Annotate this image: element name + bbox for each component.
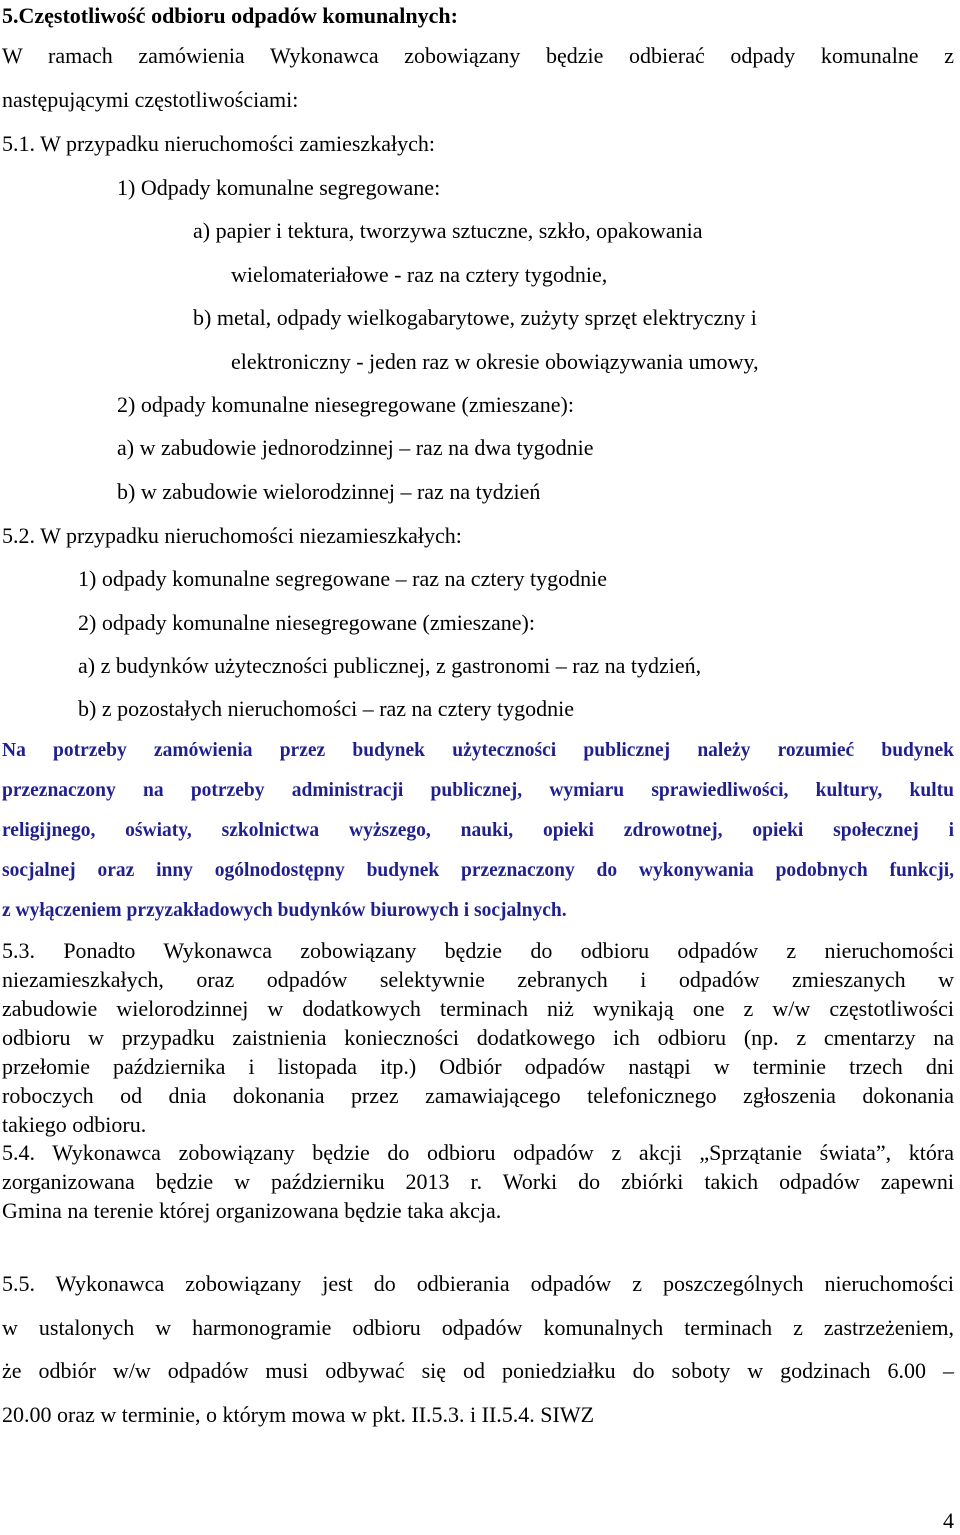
segregated-item-a-line2: wielomateriałowe - raz na cztery tygodnie, (231, 262, 608, 287)
s52-item-a: a) z budynków użyteczności publicznej, z gastronomi – raz na tydzień, (78, 653, 702, 678)
s53-line-3: zabudowie wielorodzinnej w dodatkowych terminach niż wynikają one z w/w częstotliwości (2, 996, 954, 1021)
s54-line-3: Gmina na terenie której organizowana będzie taka akcja. (2, 1198, 502, 1223)
s55-line-1: 5.5. Wykonawca zobowiązany jest do odbierania odpadów z poszczególnych nieruchomości (2, 1271, 954, 1296)
note-line-1: Na potrzeby zamówienia przez budynek użyteczności publicznej należy rozumieć budynek (2, 740, 954, 761)
s52-item-2: 2) odpady komunalne niesegregowane (zmieszane): (78, 610, 535, 635)
note-line-5: z wyłączeniem przyzakładowych budynków biurowych i socjalnych. (2, 900, 567, 921)
s52-item-b: b) z pozostałych nieruchomości – raz na cztery tygodnie (78, 696, 575, 721)
section-heading: 5.Częstotliwość odbioru odpadów komunalnych: (2, 3, 458, 28)
s55-line-3: że odbiór w/w odpadów musi odbywać się od poniedziałku do soboty w godzinach 6.00 – (2, 1358, 954, 1383)
s54-line-1: 5.4. Wykonawca zobowiązany będzie do odbioru odpadów z akcji „Sprzątanie świata”, która (2, 1140, 954, 1165)
segregated-title: 1) Odpady komunalne segregowane: (117, 175, 441, 200)
segregated-item-a-line1: a) papier i tektura, tworzywa sztuczne, szkło, opakowania (193, 218, 703, 243)
s53-line-1: 5.3. Ponadto Wykonawca zobowiązany będzie do odbioru odpadów z nieruchomości (2, 938, 954, 963)
s53-line-2: niezamieszkałych, oraz odpadów selektywnie zebranych i odpadów zmieszanych w (2, 967, 954, 992)
note-line-2: przeznaczony na potrzeby administracji publicznej, wymiaru sprawiedliwości, kultury, kultu (2, 780, 954, 801)
note-line-3: religijnego, oświaty, szkolnictwa wyższego, nauki, opieki zdrowotnej, opieki społecznej i (2, 820, 954, 841)
mixed-title: 2) odpady komunalne niesegregowane (zmieszane): (117, 392, 574, 417)
mixed-item-a: a) w zabudowie jednorodzinnej – raz na dwa tygodnie (117, 435, 594, 460)
segregated-item-b-line2: elektroniczny - jeden raz w okresie obowiązywania umowy, (231, 349, 759, 374)
s53-line-4: odbioru w przypadku zaistnienia konieczności dodatkowego ich odbioru (np. z cmentarzy na (2, 1025, 954, 1050)
note-line-4: socjalnej oraz inny ogólnodostępny budynek przeznaczony do wykonywania podobnych funkcji, (2, 860, 954, 881)
s52-item-1: 1) odpady komunalne segregowane – raz na cztery tygodnie (78, 566, 608, 591)
segregated-item-b-line1: b) metal, odpady wielkogabarytowe, zużyty sprzęt elektryczny i (193, 305, 757, 330)
page-number: 4 (943, 1508, 954, 1533)
intro-line-2: następującymi częstotliwościami: (2, 87, 299, 112)
section-5-1-title: 5.1. W przypadku nieruchomości zamieszkałych: (2, 131, 435, 156)
mixed-item-b: b) w zabudowie wielorodzinnej – raz na tydzień (117, 479, 541, 504)
s53-line-5: przełomie października i listopada itp.) Odbiór odpadów nastąpi w terminie trzech dni (2, 1054, 954, 1079)
intro-line-1: W ramach zamówienia Wykonawca zobowiązany będzie odbierać odpady komunalne z (2, 43, 954, 68)
section-5-2-title: 5.2. W przypadku nieruchomości niezamieszkałych: (2, 523, 462, 548)
s55-line-4: 20.00 oraz w terminie, o którym mowa w pkt. II.5.3. i II.5.4. SIWZ (2, 1402, 595, 1427)
s54-line-2: zorganizowana będzie w październiku 2013 r. Worki do zbiórki takich odpadów zapewni (2, 1169, 954, 1194)
s53-line-7: takiego odbioru. (2, 1112, 147, 1137)
s53-line-6: roboczych od dnia dokonania przez zamawiającego telefonicznego zgłoszenia dokonania (2, 1083, 954, 1108)
s55-line-2: w ustalonych w harmonogramie odbioru odpadów komunalnych terminach z zastrzeżeniem, (2, 1315, 954, 1340)
